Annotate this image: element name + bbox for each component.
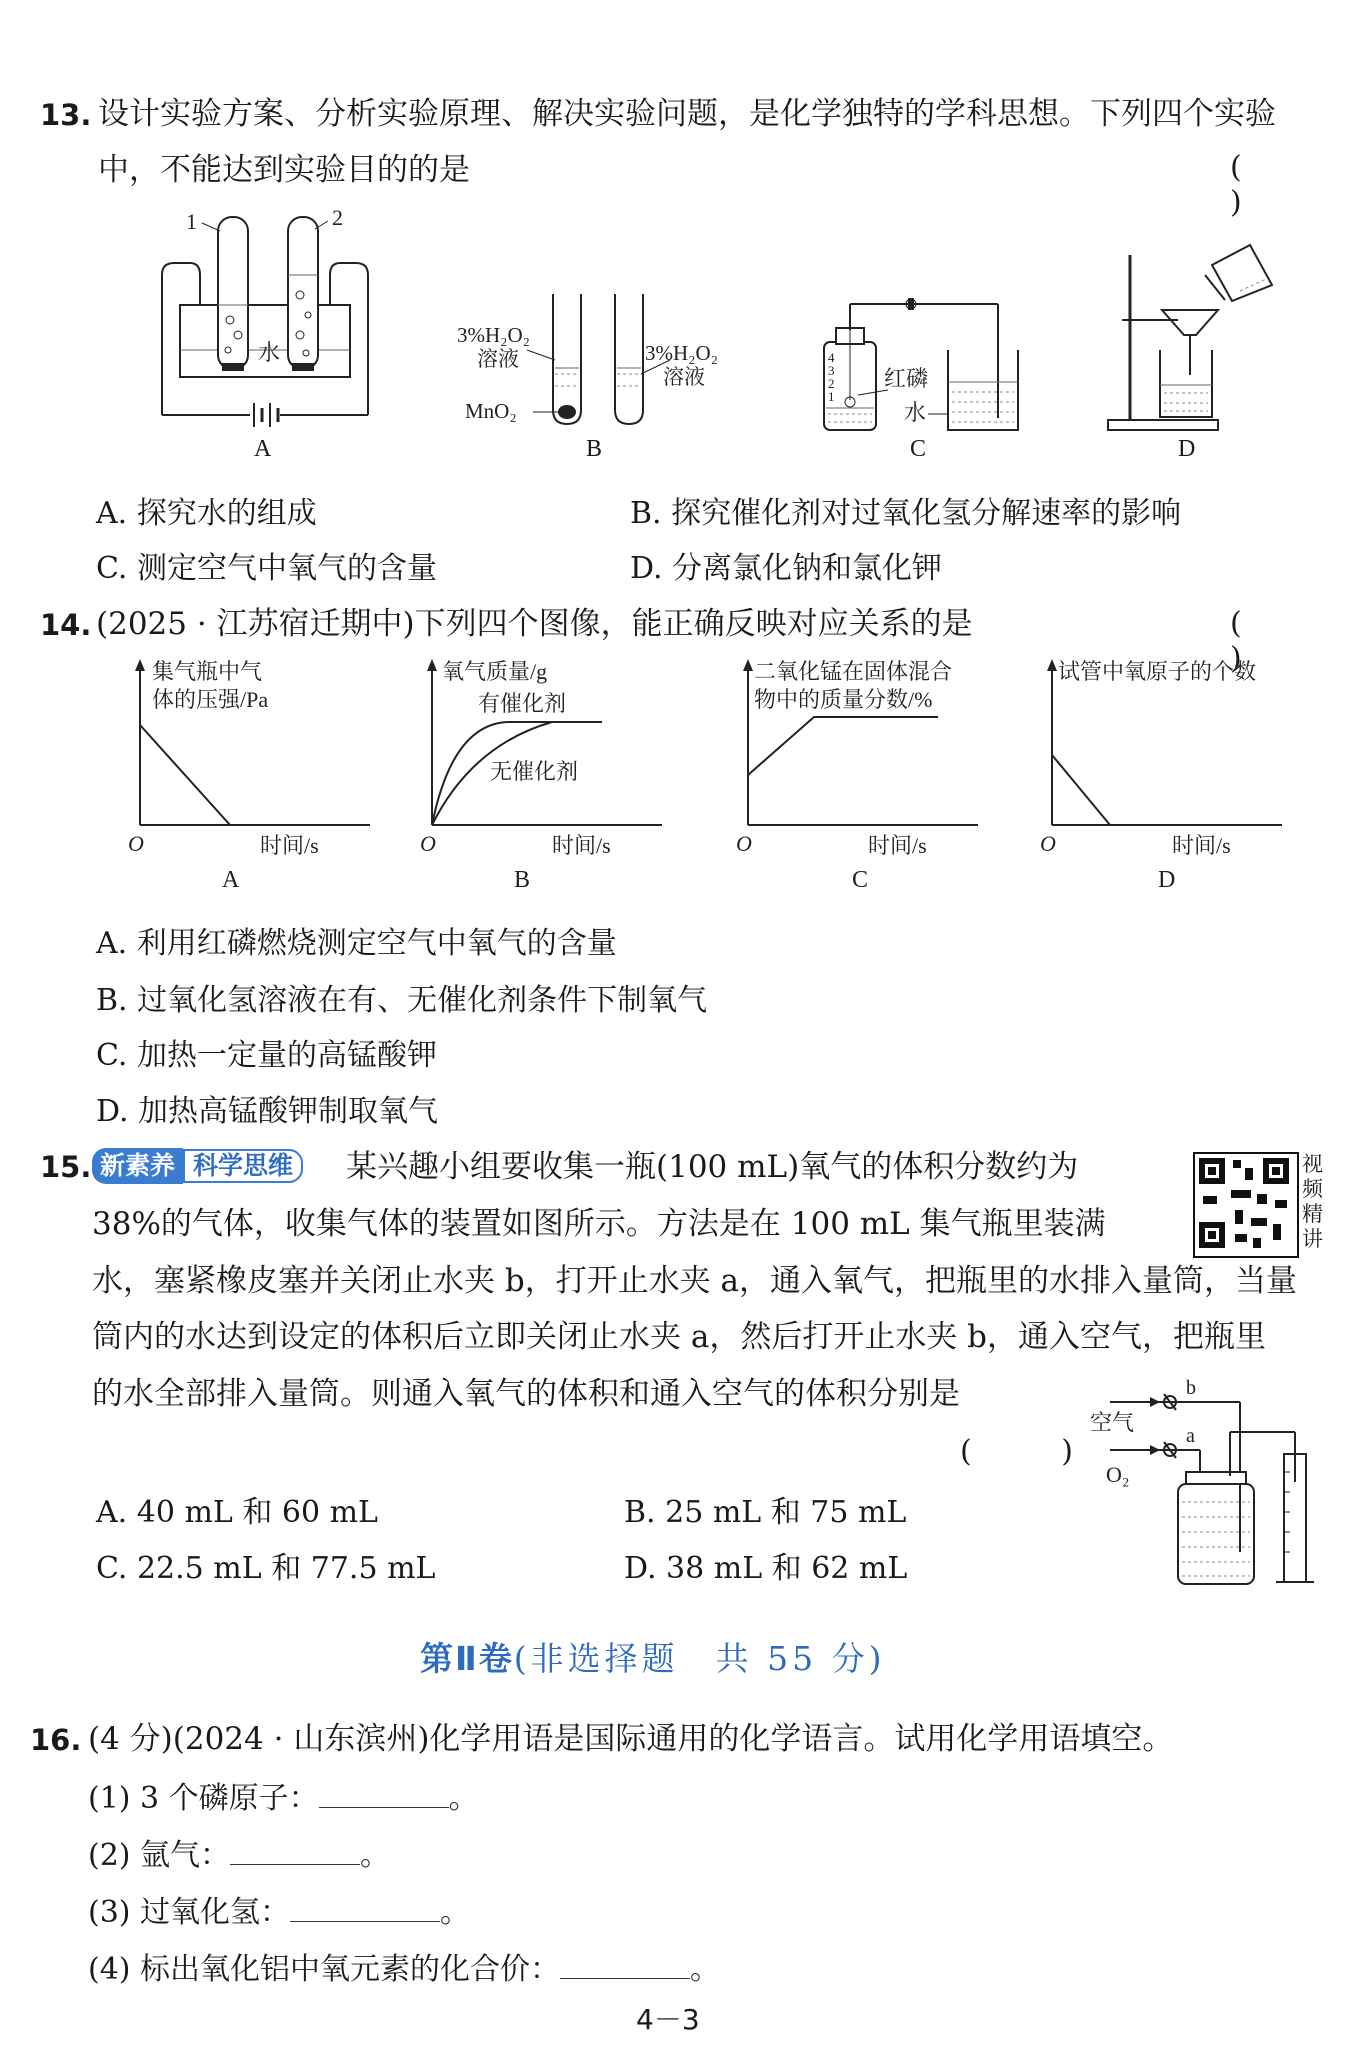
q15-stem-line5: 的水全部排入量筒。则通入氧气的体积和通入空气的体积分别是 [92, 1376, 960, 1412]
video-label-char: 讲 [1302, 1227, 1323, 1251]
q16-item-3-end: 。 [440, 1895, 471, 1930]
q16-item-4-end: 。 [690, 1952, 721, 1987]
q13-b-right-conc: 3%H₂O₂ [645, 341, 718, 365]
video-label-char: 精 [1302, 1202, 1323, 1226]
q16-item-2-end: 。 [360, 1838, 391, 1873]
q14-b-caption: B [514, 867, 531, 893]
q16-answer-blank-1[interactable] [319, 1781, 449, 1808]
q16-stem: (4 分)(2024 · 山东滨州)化学用语是国际通用的化学语言。试用化学用语填空。 [88, 1721, 1174, 1757]
q13-number: 13. [40, 98, 92, 132]
q14-a-origin: O [128, 831, 144, 856]
q13-stem-line1: 设计实验方案、分析实验原理、解决实验问题，是化学独特的学科思想。下列四个实验 [98, 96, 1276, 132]
q14-c-xlabel: 时间/s [868, 833, 927, 858]
q16-item-4 [88, 1944, 720, 1988]
q14-c-origin: O [736, 831, 752, 856]
q14-b-curve1: 有催化剂 [478, 691, 567, 716]
q13-figure-c [808, 290, 1038, 435]
video-label-char: 频 [1302, 1177, 1323, 1201]
q14-a-xlabel: 时间/s [260, 833, 319, 858]
q14-graph-d [1032, 655, 1322, 895]
q14-a-caption: A [222, 867, 240, 893]
q16-item-3 [88, 1887, 470, 1931]
q14-b-xlabel: 时间/s [552, 833, 611, 858]
q15-number: 15. [40, 1150, 92, 1184]
q16-item-2-label: (2) 氩气： [88, 1838, 231, 1873]
q14-b-origin: O [420, 831, 436, 856]
q16-answer-blank-4[interactable] [560, 1952, 690, 1979]
q13-caption-a: A [254, 436, 272, 462]
q14-d-xlabel: 时间/s [1172, 833, 1231, 858]
q14-graph-a [120, 655, 380, 895]
q15-stem-line3: 水，塞紧橡皮塞并关闭止水夹 b，打开止水夹 a，通入氧气，把瓶里的水排入量筒，当量 [92, 1263, 1298, 1299]
q15-apparatus-figure [1090, 1372, 1330, 1590]
q14-answer-paren[interactable]: ( ) [1230, 606, 1282, 676]
q16-item-3-label: (3) 过氧化氢： [88, 1895, 291, 1930]
q16-item-1-end: 。 [448, 1781, 479, 1816]
q13-option-b[interactable]: B. 探究催化剂对过氧化氢分解速率的影响 [630, 496, 1182, 531]
q14-graph-c [728, 655, 1018, 895]
q13-b-left-conc: 3%H₂O₂ [457, 323, 530, 347]
q15-stem-line2: 38%的气体，收集气体的装置如图所示。方法是在 100 mL 集气瓶里装满 [92, 1206, 1106, 1242]
q14-option-c[interactable]: C. 加热一定量的高锰酸钾 [96, 1038, 437, 1073]
q13-stem-line2: 中，不能达到实验目的的是 [98, 152, 470, 188]
q13-option-c[interactable]: C. 测定空气中氧气的含量 [96, 551, 437, 586]
q14-number: 14. [40, 608, 92, 642]
video-label-char: 视 [1302, 1152, 1323, 1176]
section-header [420, 1633, 885, 1680]
q14-a-ylabel1: 集气瓶中气 [152, 659, 263, 684]
q15-option-c[interactable]: C. 22.5 mL 和 77.5 mL [96, 1551, 436, 1586]
q16-item-2 [88, 1830, 390, 1874]
q14-stem: (2025 · 江苏宿迁期中)下列四个图像，能正确反映对应关系的是 [96, 606, 973, 642]
q13-a-tube1-label: 1 [186, 209, 197, 234]
q14-b-curve2: 无催化剂 [490, 759, 579, 784]
q15-fig-o2: O₂ [1106, 1462, 1130, 1487]
q13-option-a[interactable]: A. 探究水的组成 [96, 496, 317, 531]
q13-figure-b [455, 290, 745, 430]
q15-fig-air: 空气 [1090, 1410, 1135, 1435]
q13-answer-paren[interactable]: ( ) [1230, 150, 1282, 220]
q15-stem-line1: 某兴趣小组要收集一瓶(100 mL)氧气的体积分数约为 [346, 1149, 1079, 1185]
q15-stem-line4: 筒内的水达到设定的体积后立即关闭止水夹 a，然后打开止水夹 b，通入空气，把瓶里 [92, 1319, 1267, 1355]
q13-a-tube2-label: 2 [332, 205, 343, 230]
q14-b-ylabel: 氧气质量/g [442, 659, 548, 684]
q16-item-4-label: (4) 标出氧化铝中氧元素的化合价： [88, 1952, 561, 1987]
q16-answer-blank-3[interactable] [290, 1895, 440, 1922]
q13-caption-b: B [586, 436, 603, 462]
q13-c-mark-3: 3 [828, 363, 835, 378]
q13-caption-d: D [1178, 436, 1196, 462]
q14-c-ylabel2: 物中的质量分数/% [754, 687, 933, 712]
q16-item-1 [88, 1773, 479, 1817]
q13-c-phosphorus: 红磷 [884, 366, 929, 391]
q14-option-a[interactable]: A. 利用红磷燃烧测定空气中氧气的含量 [96, 926, 617, 961]
q13-c-water: 水 [904, 400, 927, 425]
q14-c-caption: C [852, 867, 869, 893]
q13-figure-d [1100, 235, 1280, 435]
q14-option-b[interactable]: B. 过氧化氢溶液在有、无催化剂条件下制氧气 [96, 983, 708, 1018]
q13-c-mark-1: 1 [828, 389, 835, 404]
video-label [1302, 1152, 1324, 1252]
q15-badge [92, 1148, 303, 1184]
q14-option-d[interactable]: D. 加热高锰酸钾制取氧气 [96, 1094, 439, 1129]
q14-d-origin: O [1040, 831, 1056, 856]
q16-number: 16. [30, 1723, 82, 1757]
page-number: 4－3 [636, 2003, 700, 2036]
q13-a-water-label: 水 [258, 340, 281, 365]
q14-c-ylabel1: 二氧化锰在固体混合 [754, 659, 953, 684]
q15-option-a[interactable]: A. 40 mL 和 60 mL [96, 1495, 378, 1530]
q13-figure-a [150, 205, 380, 435]
q13-option-d[interactable]: D. 分离氯化钠和氯化钾 [630, 551, 943, 586]
q15-answer-paren[interactable]: ( ) [960, 1434, 1113, 1469]
q14-d-ylabel: 试管中氧原子的个数 [1058, 659, 1257, 684]
q13-b-left-sol: 溶液 [477, 347, 519, 371]
q13-c-mark-2: 2 [828, 376, 835, 391]
q16-item-1-label: (1) 3 个磷原子： [88, 1781, 319, 1816]
q13-c-mark-4: 4 [828, 350, 835, 365]
q15-option-b[interactable]: B. 25 mL 和 75 mL [624, 1495, 907, 1530]
q15-option-d[interactable]: D. 38 mL 和 62 mL [624, 1551, 908, 1586]
q16-answer-blank-2[interactable] [230, 1838, 360, 1865]
q14-a-ylabel2: 体的压强/Pa [152, 687, 269, 712]
q13-caption-c: C [910, 436, 927, 462]
q15-fig-clamp-a: a [1186, 1425, 1195, 1447]
section-subtitle: (非选择题 共 55 分) [513, 1639, 886, 1678]
q15-badge-topic: 科学思维 [183, 1149, 303, 1183]
q13-b-mno2: MnO₂ [465, 399, 517, 423]
q15-fig-clamp-b: b [1186, 1377, 1196, 1399]
video-qr-code[interactable] [1193, 1152, 1299, 1258]
q14-d-caption: D [1158, 867, 1176, 893]
section-title: 第Ⅱ卷 [420, 1639, 514, 1678]
q13-b-right-sol: 溶液 [663, 365, 705, 389]
q14-graph-b [412, 655, 672, 895]
q15-badge-new: 新素养 [92, 1148, 183, 1184]
